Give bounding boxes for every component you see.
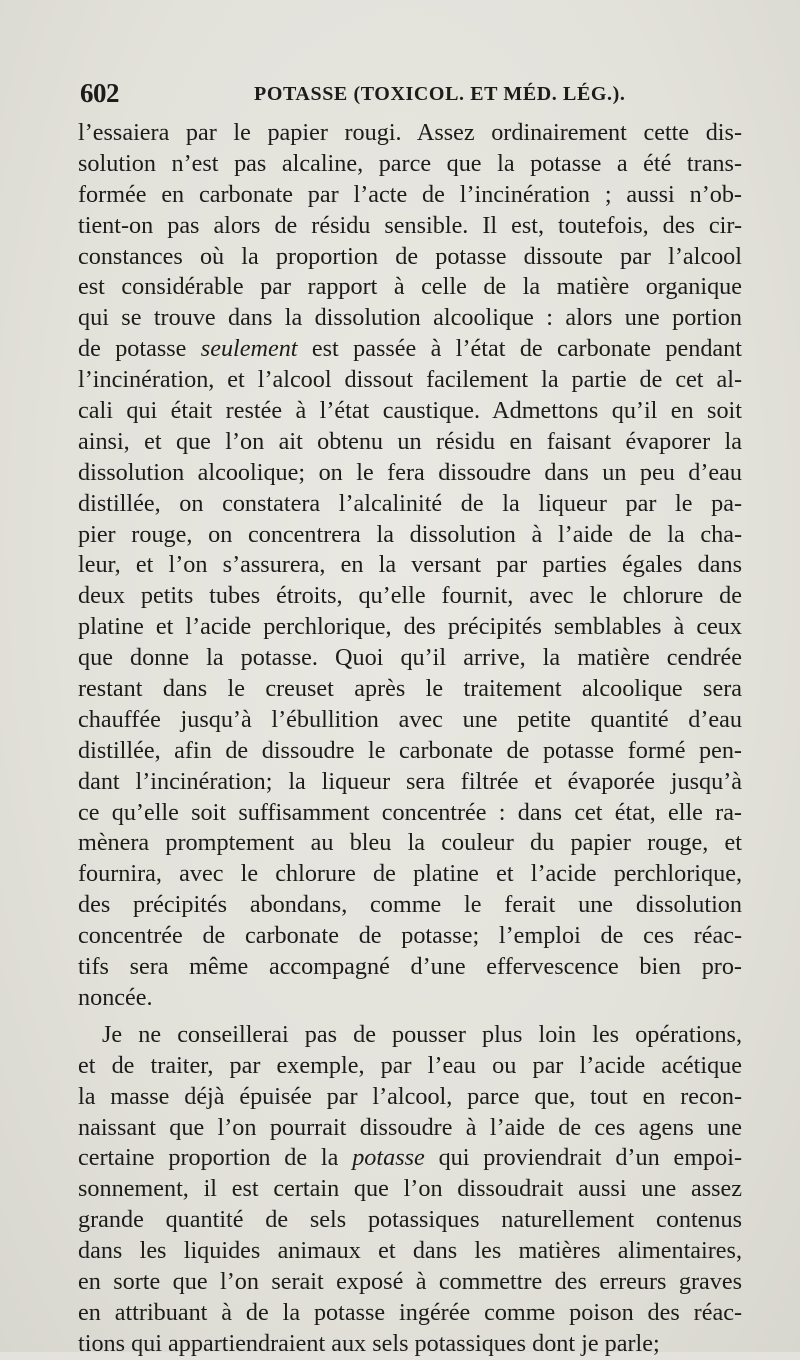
running-head: POTASSE (TOXICOL. ET MÉD. LÉG.).: [254, 83, 626, 105]
body-text: [78, 118, 742, 1360]
page-header: [78, 78, 742, 114]
text-run: certaine proportion de la: [78, 1144, 353, 1172]
text-line: dant l’incinération; la liqueur sera filtrée et évaporée jusqu’à: [78, 767, 742, 795]
text-line: tient-on pas alors de résidu sensible. Il est, toutefois, des cir-: [78, 211, 742, 239]
text-run: est passée à l’état de carbonate pendant: [297, 335, 742, 363]
text-line: sonnement, il est certain que l’on dissoudrait aussi une assez: [78, 1175, 742, 1203]
text-line: restant dans le creuset après le traitement alcoolique sera: [78, 675, 742, 703]
text-run: de potasse: [78, 335, 201, 363]
text-line: fournira, avec le chlorure de platine et l’acide perchlorique,: [78, 860, 742, 888]
text-line: distillée, afin de dissoudre le carbonate de potasse formé pen-: [78, 736, 742, 764]
text-line: qui se trouve dans la dissolution alcoolique : alors une portion: [78, 304, 742, 332]
text-line: leur, et l’on s’assurera, en la versant par parties égales dans: [78, 551, 742, 579]
text-line: deux petits tubes étroits, qu’elle fournit, avec le chlorure de: [78, 582, 742, 610]
paragraph-1: [78, 118, 742, 1014]
text-line: mènera promptement au bleu la couleur du papier rouge, et: [78, 829, 742, 857]
text-line: tions qui appartiendraient aux sels potassiques dont je parle;: [78, 1329, 660, 1357]
text-line: dissolution alcoolique; on le fera dissoudre dans un peu d’eau: [78, 458, 742, 486]
text-line: grande quantité de sels potassiques naturellement contenus: [78, 1206, 742, 1234]
text-line: et de traiter, par exemple, par l’eau ou par l’acide acétique: [78, 1051, 742, 1079]
text-line: [78, 334, 742, 365]
paragraph-2: [78, 1020, 742, 1360]
text-line: Je ne conseillerai pas de pousser plus loin les opérations,: [102, 1020, 742, 1048]
text-line: la masse déjà épuisée par l’alcool, parce que, tout en recon-: [78, 1082, 742, 1110]
page-number: 602: [80, 78, 119, 108]
text-line: chauffée jusqu’à l’ébullition avec une petite quantité d’eau: [78, 705, 742, 733]
text-line: l’essaiera par le papier rougi. Assez ordinairement cette dis-: [78, 119, 742, 146]
text-line: tifs sera même accompagné d’une effervescence bien pro-: [78, 953, 742, 981]
text-line: dans les liquides animaux et dans les matières alimentaires,: [78, 1237, 742, 1265]
text-line: solution n’est pas alcaline, parce que la potasse a été trans-: [78, 149, 742, 177]
text-line: formée en carbonate par l’acte de l’incinération ; aussi n’ob-: [78, 180, 742, 208]
text-line: en attribuant à de la potasse ingérée comme poison des réac-: [78, 1298, 742, 1326]
italic-word: potasse: [352, 1144, 425, 1172]
text-line: noncée.: [78, 983, 153, 1011]
text-run: qui proviendrait d’un empoi-: [424, 1144, 742, 1172]
text-line: concentrée de carbonate de potasse; l’emploi de ces réac-: [78, 922, 742, 950]
text-line: des précipités abondans, comme le ferait une dissolution: [78, 891, 742, 919]
text-line: constances où la proportion de potasse dissoute par l’alcool: [78, 242, 742, 270]
text-line: en sorte que l’on serait exposé à commettre des erreurs graves: [78, 1267, 742, 1295]
text-line: platine et l’acide perchlorique, des précipités semblables à ceux: [78, 613, 742, 641]
text-line: que donne la potasse. Quoi qu’il arrive, la matière cendrée: [78, 644, 742, 672]
text-line: pier rouge, on concentrera la dissolution à l’aide de la cha-: [78, 520, 742, 548]
italic-word: seulement: [200, 335, 298, 363]
text-line: [78, 1143, 742, 1174]
text-line: ainsi, et que l’on ait obtenu un résidu en faisant évaporer la: [78, 427, 742, 455]
text-line: distillée, on constatera l’alcalinité de la liqueur par le pa-: [78, 489, 742, 517]
text-line: est considérable par rapport à celle de la matière organique: [78, 273, 742, 301]
text-line: naissant que l’on pourrait dissoudre à l’aide de ces agens une: [78, 1113, 742, 1141]
text-line: l’incinération, et l’alcool dissout facilement la partie de cet al-: [78, 366, 742, 394]
text-line: cali qui était restée à l’état caustique. Admettons qu’il en soit: [78, 397, 742, 425]
text-line: ce qu’elle soit suffisamment concentrée : dans cet état, elle ra-: [78, 798, 742, 826]
